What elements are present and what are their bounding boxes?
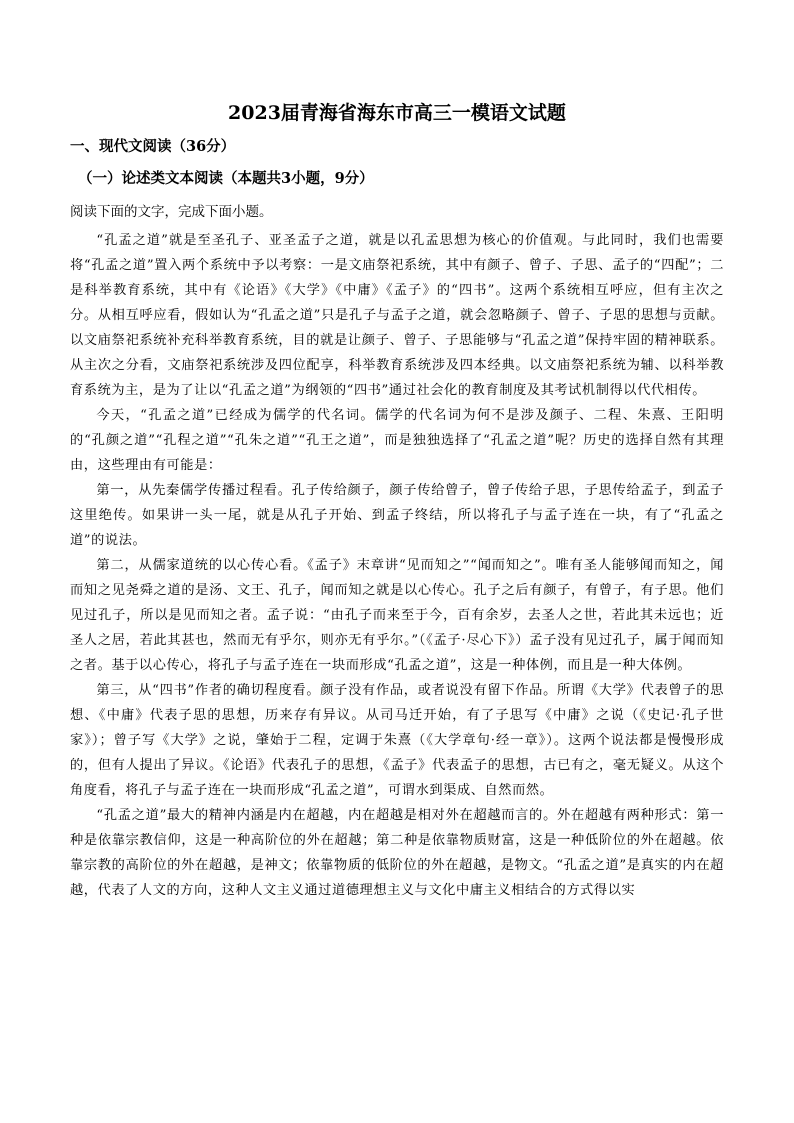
paragraph-5: 第三，从“四书”作者的确切程度看。颜子没有作品，或者说没有留下作品。所谓《大学》代表曾子的思想、《中庸》代表子思的思想，历来存有异议。从司马迁开始，有了子思写《中庸》之说（《史记·孔子世家》）；曾子写《大学》之说，肇始于二程，定调于朱熹（《大学章句·经一章》）。这两个说法都是慢慢形成的，但有人提出了异议。《论语》代表孔子的思想，《孟子》代表孟子的思想，古已有之，毫无疑义。从这个角度看，将孔子与孟子连在一块而形成“孔孟之道”，可谓水到渠成、自然而然。 (70, 683, 724, 798)
instruction-text: 阅读下面的文字，完成下面小题。 (70, 204, 273, 220)
section-heading: 一、现代文阅读（36分） (70, 138, 236, 155)
paragraph-6: “孔孟之道”最大的精神内涵是内在超越，内在超越是相对外在超越而言的。外在超越有两种形式：第一种是依靠宗教信仰，这是一种高阶位的外在超越；第二种是依靠物质财富，这是一种低阶位的外在超越。依靠宗教的高阶位的外在超越，是神文；依靠物质的低阶位的外在超越，是物文。“孔孟之道”是真实的内在超越，代表了人文的方向，这种人文主义通过道德理想主义与文化中庸主义相结合的方式得以实 (70, 808, 724, 898)
paragraph-4: 第二，从儒家道统的以心传心看。《孟子》末章讲“见而知之”“闻而知之”。唯有圣人能够闻而知之，闻而知之见尧舜之道的是汤、文王、孔子，闻而知之就是以心传心。孔子之后有颜子，有曾子，有子思。他们见过孔子，所以是见而知之者。孟子说：“由孔子而来至于今，百有余岁，去圣人之世，若此其未远也；近圣人之居，若此其甚也，然而无有乎尔，则亦无有乎尔。”（《孟子·尽心下》）孟子没有见过孔子，属于闻而知之者。基于以心传心，将孔子与孟子连在一块而形成“孔孟之道”，这是一种体例，而且是一种大体例。 (70, 558, 724, 673)
paragraph-3: 第一，从先秦儒学传播过程看。孔子传给颜子，颜子传给曾子，曾子传给子思，子思传给孟子，到孟子这里绝传。如果讲一头一尾，就是从孔子开始、到孟子终结，所以将孔子与孟子连在一块，有了“孔孟之道”的说法。 (70, 483, 724, 548)
subsection-heading: （一）论述类文本阅读（本题共3小题，9分） (78, 170, 374, 187)
paragraph-1: “孔孟之道”就是至圣孔子、亚圣孟子之道，就是以孔孟思想为核心的价值观。与此同时，我们也需要将“孔孟之道”置入两个系统中予以考察：一是文庙祭祀系统，其中有颜子、曾子、子思、孟子的“四配”；二是科举教育系统，其中有《论语》《大学》《中庸》《孟子》的“四书”。这两个系统相互呼应，但有主次之分。从相互呼应看，假如认为“孔孟之道”只是孔子与孟子之道，就会忽略颜子、曾子、子思的思想与贡献。以文庙祭祀系统补充科举教育系统，目的就是让颜子、曾子、子思能够与“孔孟之道”保持牢固的精神联系。从主次之分看，文庙祭祀系统涉及四位配享，科举教育系统涉及四本经典。以文庙祭祀系统为辅、以科举教育系统为主，是为了让以“孔孟之道”为纲领的“四书”通过社会化的教育制度及其考试机制得以代代相传。 (70, 233, 724, 398)
article-body (70, 228, 724, 903)
page-title: 2023届青海省海东市高三一模语文试题 (228, 102, 566, 124)
paragraph-2: 今天，“孔孟之道”已经成为儒学的代名词。儒学的代名词为何不是涉及颜子、二程、朱熹、王阳明的“孔颜之道”“孔程之道”“孔朱之道”“孔王之道”，而是独独选择了“孔孟之道”呢？历史的选择自然有其理由，这些理由有可能是： (70, 408, 724, 473)
